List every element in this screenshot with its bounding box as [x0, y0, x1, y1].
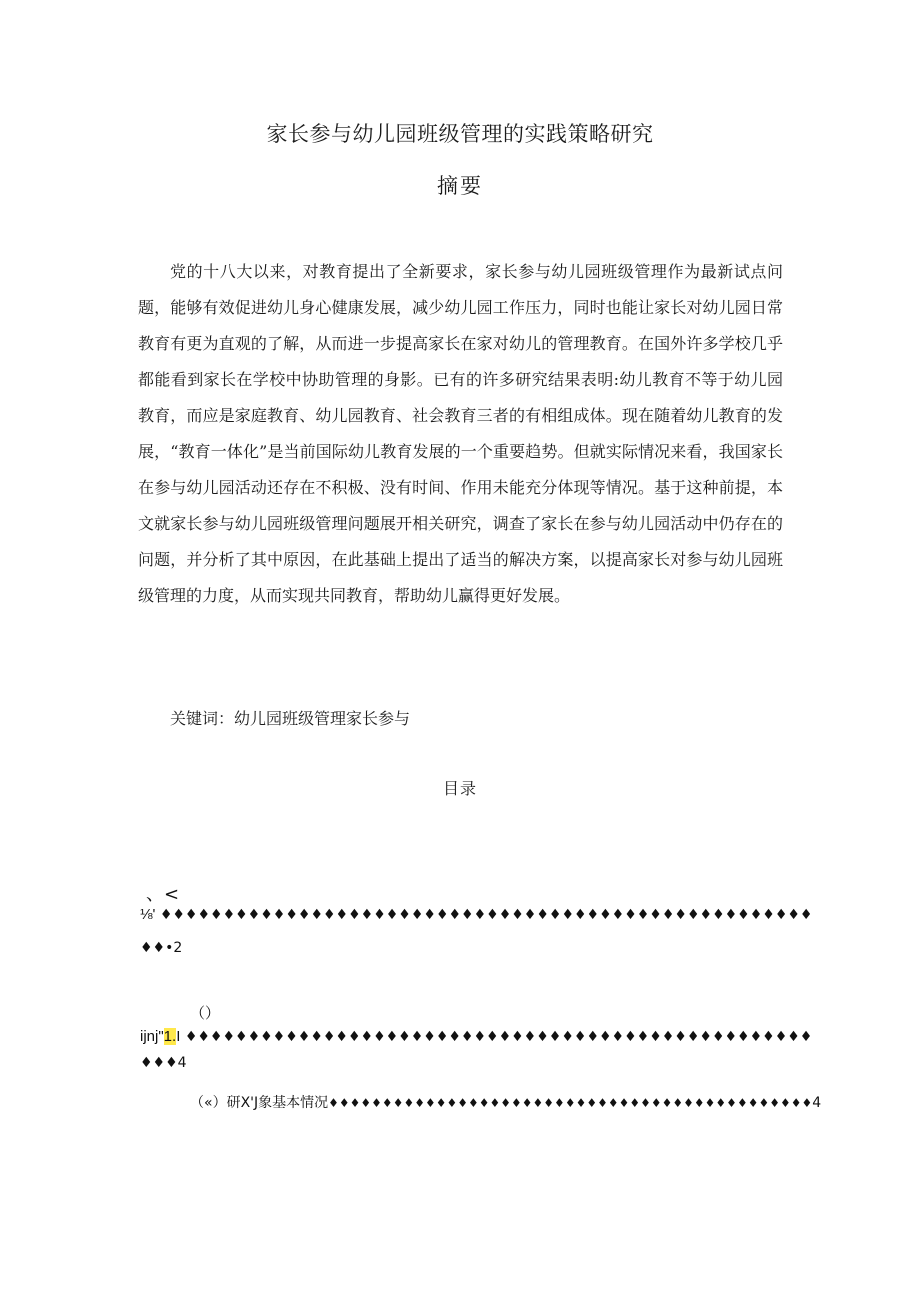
page-title: 家长参与幼儿园班级管理的实践策略研究 [266, 122, 654, 146]
toc-entry-2-prefix: ijnj" [140, 1028, 164, 1045]
toc-entry-1-cont [140, 940, 182, 956]
toc-entry-3-leader: ♦♦♦♦♦♦♦♦♦♦♦♦♦♦♦♦♦♦♦♦♦♦♦♦♦♦♦♦♦♦♦♦♦♦♦♦♦♦♦♦♦♦♦♦♦ [328, 1096, 813, 1110]
toc-entry-1[interactable] [140, 906, 813, 923]
toc-heading: 目录 [442, 779, 477, 798]
toc-entry-1-mark: 、< [146, 884, 180, 905]
toc-entry-3-page: 4 [812, 1095, 822, 1111]
toc-entry-2-leader: ♦♦♦♦♦♦♦♦♦♦♦♦♦♦♦♦♦♦♦♦♦♦♦♦♦♦♦♦♦♦♦♦♦♦♦♦♦♦♦♦♦♦♦♦♦♦♦♦♦♦ [184, 1029, 813, 1045]
toc-entry-1-leader: ♦♦♦♦♦♦♦♦♦♦♦♦♦♦♦♦♦♦♦♦♦♦♦♦♦♦♦♦♦♦♦♦♦♦♦♦♦♦♦♦♦♦♦♦♦♦♦♦♦♦♦♦ [159, 907, 813, 923]
toc-entry-1-page: 2 [173, 940, 183, 956]
toc-entry-2-cont [140, 1055, 187, 1071]
abstract-heading: 摘要 [437, 174, 483, 198]
toc-entry-2-leader-cont: ♦♦♦ [140, 1055, 178, 1071]
toc-entry-3-title: （«）研X'J象基本情况 [190, 1095, 329, 1111]
toc-entry-2-highlight: 1. [163, 1028, 177, 1045]
toc-entry-1-prefix: ⅛' [140, 906, 156, 923]
toc-entry-2-page: 4 [177, 1055, 187, 1071]
toc-entry-2-mark: （） [190, 1004, 221, 1022]
keywords-line: 关键词：幼儿园班级管理家长参与 [170, 709, 411, 728]
toc-entry-2[interactable] [140, 1028, 813, 1045]
abstract-paragraph: 党的十八大以来，对教育提出了全新要求，家长参与幼儿园班级管理作为最新试点问题，能够有效促进幼儿身心健康发展，减少幼儿园工作压力，同时也能让家长对幼儿园日常教育有更为直观的了解，从而进一步提高家长在家对幼儿的管理教育。在国外许多学校几乎都能看到家长在学校中协助管理的身影。已有的许多研究结果表明:幼儿教育不等于幼儿园教育，而应是家庭教育、幼儿园教育、社会教育三者的有相组成体。现在随着幼儿教育的发展，“教育一体化”是当前国际幼儿教育发展的一个重要趋势。但就实际情况来看，我国家长在参与幼儿园活动还存在不积极、没有时间、作用未能充分体现等情况。基于这种前提，本文就家长参与幼儿园班级管理问题展开相关研究，调查了家长在参与幼儿园活动中仍存在的问题，并分析了其中原因，在此基础上提出了适当的解决方案，以提高家长对参与幼儿园班级管理的力度，从而实现共同教育，帮助幼儿赢得更好发展。 [138, 262, 783, 605]
toc-entry-1-leader-cont: ♦♦• [140, 940, 174, 956]
toc-entry-2-after: I [176, 1028, 181, 1045]
toc-entry-3[interactable] [190, 1092, 822, 1112]
